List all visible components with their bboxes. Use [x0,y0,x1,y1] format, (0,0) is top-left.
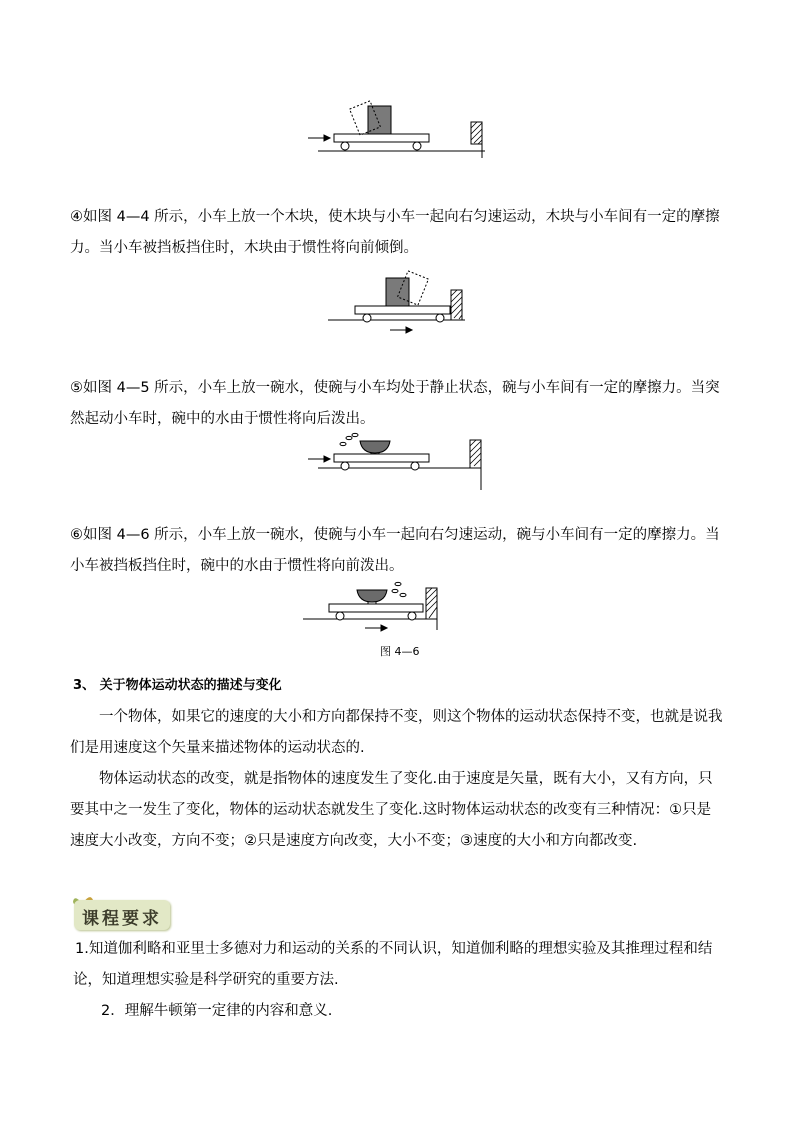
figure-4-5 [300,432,500,492]
requirement-1: 1.知道伽利略和亚里士多德对力和运动的关系的不同认识，知道伽利略的理想实验及其推理过程和结论，知道理想实验是科学研究的重要方法. [73,941,713,988]
badge-label: 课程要求 [82,909,162,929]
figure-4-4 [320,262,480,337]
paragraph-4: ④如图 4—4 所示，小车上放一个木块，使木块与小车一起向右匀速运动，木块与小车间有一定的摩擦力。当小车被挡板挡住时，木块由于惯性将向前倾倒。 [70,209,720,256]
section-3-paragraph-1: 一个物体，如果它的速度的大小和方向都保持不变，则这个物体的运动状态保持不变，也就是说我们是用速度这个矢量来描述物体的运动状态的. [70,709,723,756]
figure-caption: 图 4—6 [380,645,420,658]
figure-4-6 [295,580,445,640]
section-3-paragraph-2: 物体运动状态的改变，就是指物体的速度发生了变化.由于速度是矢量，既有大小，又有方向，只要其中之一发生了变化，物体的运动状态就发生了变化.这时物体运动状态的改变有三种情况：①只是速度大小改变，方向不变；②只是速度方向改变，大小不变；③速度的大小和方向都改变. [70,771,713,849]
course-requirements-badge [70,893,174,931]
paragraph-6: ⑥如图 4—6 所示，小车上放一碗水，使碗与小车一起向右匀速运动，碗与小车间有一定的摩擦力。当小车被挡板挡住时，碗中的水由于惯性将向前泼出。 [70,527,720,574]
paragraph-5: ⑤如图 4—5 所示，小车上放一碗水，使碗与小车均处于静止状态，碗与小车间有一定的摩擦力。当突然起动小车时，碗中的水由于惯性将向后泼出。 [70,380,720,427]
requirement-2: 2．理解牛顿第一定律的内容和意义. [101,1003,333,1019]
figure-4-3 [300,90,500,165]
section-3-heading: 3、 关于物体运动状态的描述与变化 [73,678,282,693]
